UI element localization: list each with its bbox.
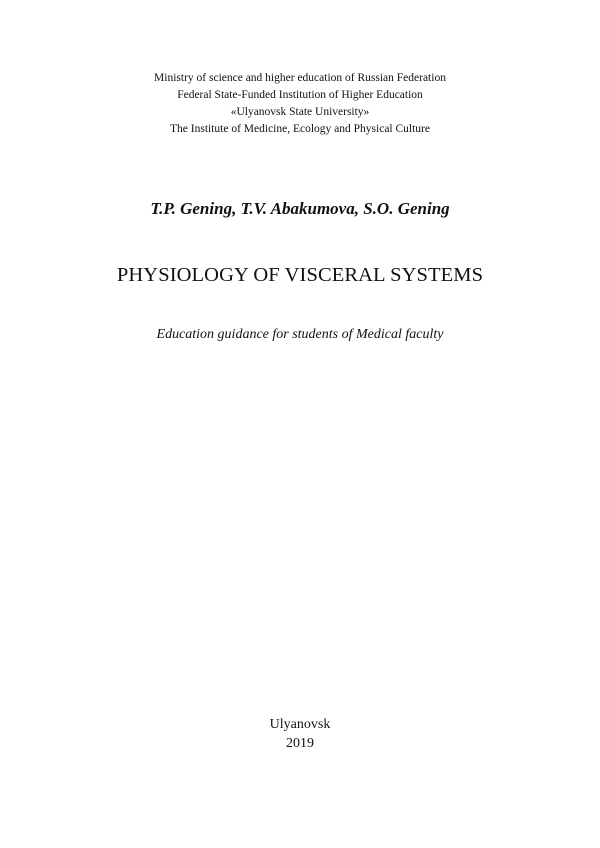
publication-year: 2019 [286, 736, 314, 751]
publication-city: Ulyanovsk [269, 717, 331, 732]
document-subtitle: Education guidance for students of Medical faculty [156, 327, 444, 342]
ministry-line: Ministry of science and higher education of Russian Federation [154, 72, 446, 84]
authors: T.P. Gening, T.V. Abakumova, S.O. Gening [150, 199, 450, 218]
publication-info [0, 715, 600, 753]
document-title: PHYSIOLOGY OF VISCERAL SYSTEMS [116, 264, 484, 286]
institute-line: The Institute of Medicine, Ecology and Physical Culture [170, 123, 430, 135]
institution-header [0, 70, 600, 138]
university-name-line: «Ulyanovsk State University» [230, 106, 370, 118]
institution-type-line: Federal State-Funded Institution of Higher Education [177, 89, 423, 101]
